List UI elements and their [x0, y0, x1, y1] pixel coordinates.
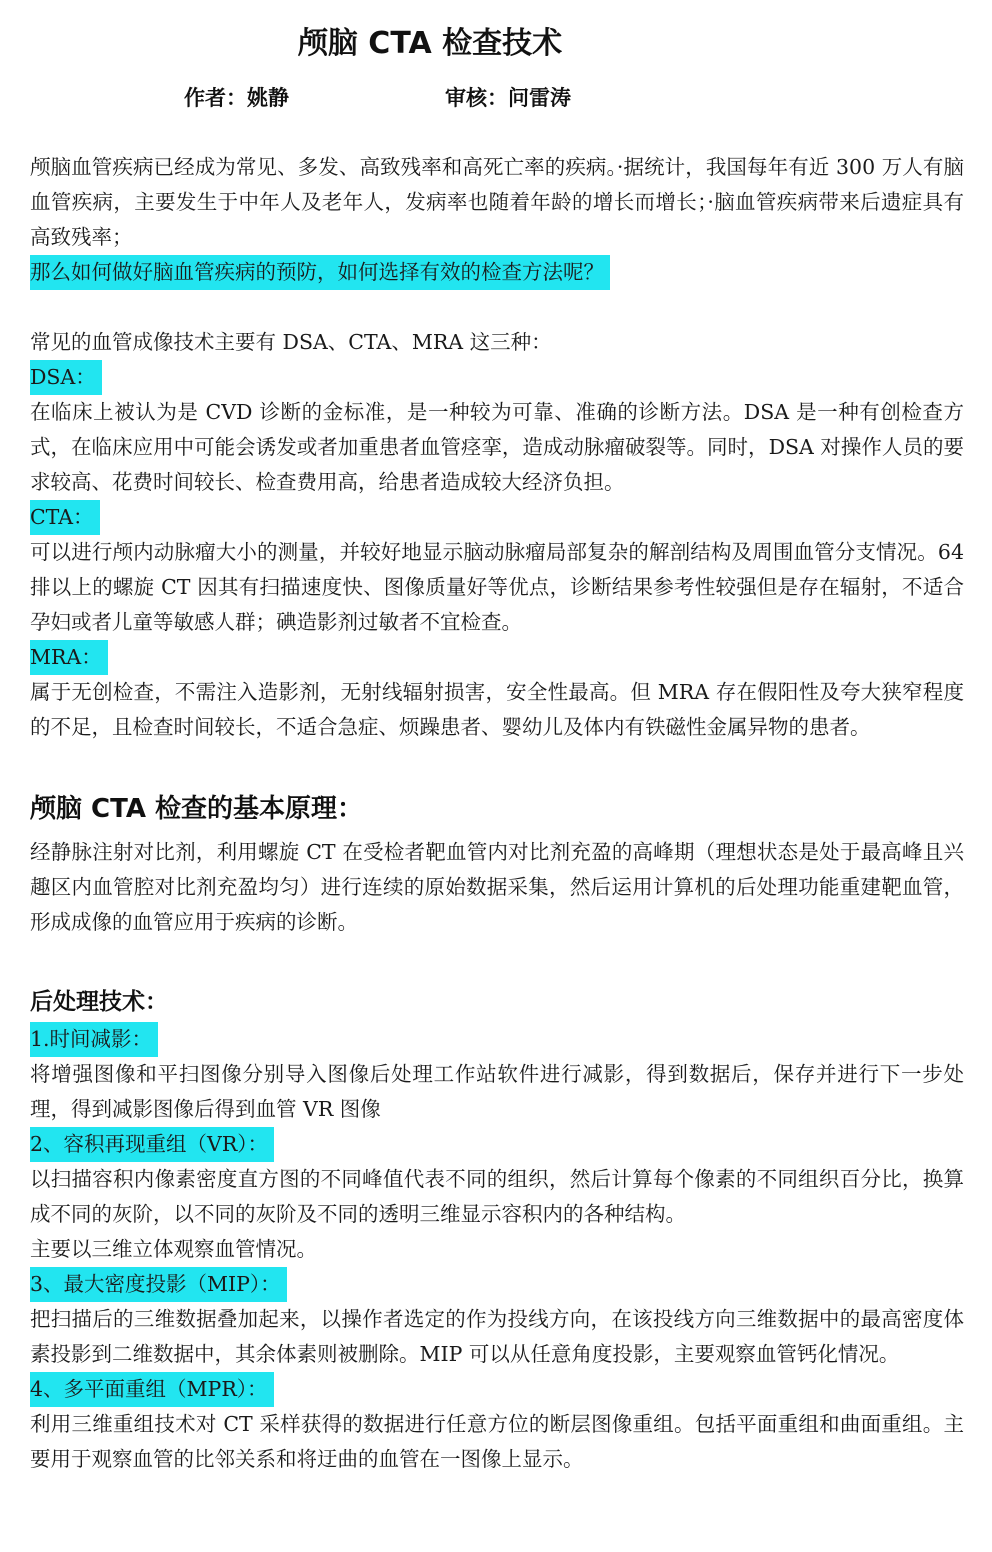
- principle-heading: 颅脑 CTA 检查的基本原理：: [30, 794, 364, 824]
- dsa-label: DSA：: [30, 360, 102, 395]
- mra-text: 属于无创检查，不需注入造影剂，无射线辐射损害，安全性最高。但 MRA 存在假阳性及夸大狭窄程度的不足，且检查时间较长，不适合急症、烦躁患者、婴幼儿及体内有铁磁性金属异物的患者。: [30, 680, 964, 739]
- intro-paragraph: 颅脑血管疾病已经成为常见、多发、高致残率和高死亡率的疾病。·据统计，我国每年有近 300 万人有脑血管疾病，主要发生于中年人及老年人，发病率也随着年龄的增长而增长；·脑血管疾病带来后遗症具有高致残率；: [30, 155, 964, 249]
- document-title: 颅脑 CTA 检查技术: [297, 26, 563, 61]
- pp-item-label: 4、多平面重组（MPR）：: [30, 1372, 274, 1407]
- document-body: [30, 150, 964, 1477]
- pp-item-text: 以扫描容积内像素密度直方图的不同峰值代表不同的组织，然后计算每个像素的不同组织百分比，换算成不同的灰阶，以不同的灰阶及不同的透明三维显示容积内的各种结构。: [30, 1167, 964, 1226]
- dsa-text: 在临床上被认为是 CVD 诊断的金标准，是一种较为可靠、准确的诊断方法。DSA 是一种有创检查方式，在临床应用中可能会诱发或者加重患者血管痉挛，造成动脉瘤破裂等。同时，DSA 对操作人员的要求较高、花费时间较长、检查费用高，给患者造成较大经济负担。: [30, 400, 964, 494]
- intro-question-highlight: 那么如何做好脑血管疾病的预防，如何选择有效的检查方法呢？: [30, 255, 610, 290]
- reviewer-line: 审核：问雷涛: [445, 86, 571, 110]
- methods-lead: 常见的血管成像技术主要有 DSA、CTA、MRA 这三种：: [30, 330, 552, 354]
- pp-item-extra: 主要以三维立体观察血管情况。: [30, 1237, 317, 1261]
- author-line: 作者：姚静: [184, 86, 289, 110]
- pp-item-text: 将增强图像和平扫图像分别导入图像后处理工作站软件进行减影，得到数据后，保存并进行下一步处理，得到减影图像后得到血管 VR 图像: [30, 1062, 964, 1121]
- pp-item-text: 把扫描后的三维数据叠加起来，以操作者选定的作为投线方向，在该投线方向三维数据中的最高密度体素投影到二维数据中，其余体素则被删除。MIP 可以从任意角度投影，主要观察血管钙化情况。: [30, 1307, 964, 1366]
- cta-label: CTA：: [30, 500, 100, 535]
- pp-item-text: 利用三维重组技术对 CT 采样获得的数据进行任意方位的断层图像重组。包括平面重组和曲面重组。主要用于观察血管的比邻关系和将迂曲的血管在一图像上显示。: [30, 1412, 964, 1471]
- principle-text: 经静脉注射对比剂，利用螺旋 CT 在受检者靶血管内对比剂充盈的高峰期（理想状态是处于最高峰且兴趣区内血管腔对比剂充盈均匀）进行连续的原始数据采集，然后运用计算机的后处理功能重建靶血管，形成成像的血管应用于疾病的诊断。: [30, 840, 964, 934]
- mra-label: MRA：: [30, 640, 108, 675]
- pp-item-label: 3、最大密度投影（MIP）：: [30, 1267, 287, 1302]
- cta-text: 可以进行颅内动脉瘤大小的测量，并较好地显示脑动脉瘤局部复杂的解剖结构及周围血管分支情况。64 排以上的螺旋 CT 因其有扫描速度快、图像质量好等优点，诊断结果参考性较强但是存在辐射，不适合孕妇或者儿童等敏感人群；碘造影剂过敏者不宜检查。: [30, 540, 964, 634]
- postprocessing-heading: 后处理技术：: [30, 989, 168, 1015]
- pp-item-label: 2、容积再现重组（VR）：: [30, 1127, 274, 1162]
- pp-item-label: 1.时间减影：: [30, 1022, 158, 1057]
